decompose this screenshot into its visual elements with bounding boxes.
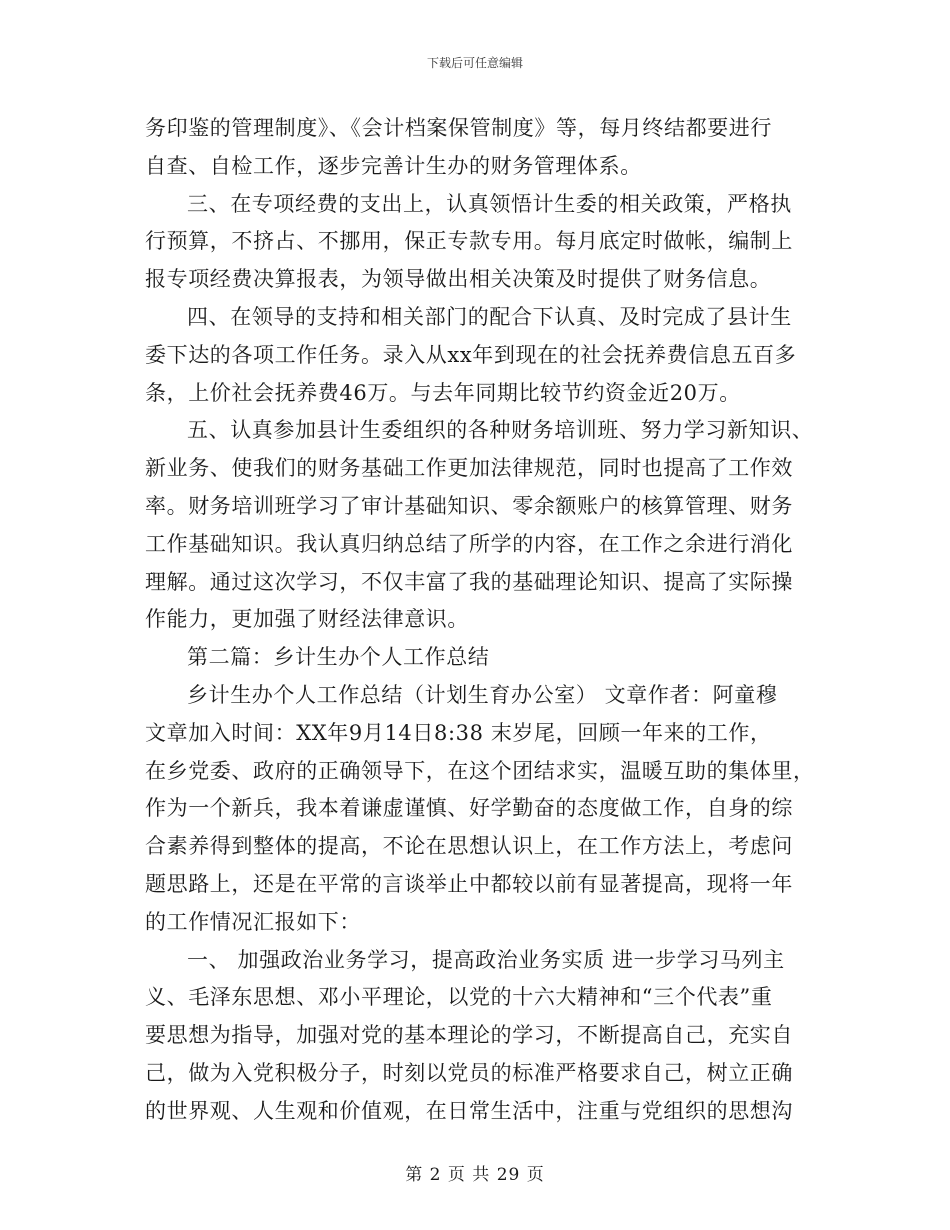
text-line: 的世界观、人生观和价值观，在日常生活中，注重与党组织的思想沟 bbox=[145, 1098, 793, 1123]
text-line: 在乡党委、政府的正确领导下，在这个团结求实，温暖互助的集体里， bbox=[145, 758, 815, 783]
text-line: 第二篇：乡计生办个人工作总结 bbox=[187, 645, 490, 670]
text-line: 作为一个新兵，我本着谦虚谨慎、好学勤奋的态度做工作，自身的综 bbox=[145, 796, 793, 821]
text-line: 行预算，不挤占、不挪用，保正专款专用。每月底定时做帐，编制上 bbox=[145, 229, 793, 254]
text-line: 新业务、使我们的财务基础工作更加法律规范，同时也提高了工作效 bbox=[145, 456, 793, 481]
text-line: 题思路上，还是在平常的言谈举止中都较以前有显著提高，现将一年 bbox=[145, 871, 793, 896]
text-line: 一、 加强政治业务学习，提高政治业务实质 进一步学习马列主 bbox=[187, 947, 785, 972]
text-line: 自查、自检工作，逐步完善计生办的财务管理体系。 bbox=[145, 153, 642, 178]
text-line: 己，做为入党积极分子，时刻以党员的标准严格要求自己，树立正确 bbox=[145, 1060, 793, 1085]
text-line: 务印鉴的管理制度》、《会计档案保管制度》等，每月终结都要进行 bbox=[145, 116, 772, 140]
text-line: 五、认真参加县计生委组织的各种财务培训班、努力学习新知识、 bbox=[187, 418, 814, 443]
text-line: 要思想为指导，加强对党的基本理论的学习，不断提高自己，充实自 bbox=[145, 1023, 793, 1048]
text-line: 四、在领导的支持和相关部门的配合下认真、及时完成了县计生 bbox=[187, 304, 792, 329]
text-line: 条，上价社会抚养费46万。与去年同期比较节约资金近20万。 bbox=[145, 380, 741, 405]
text-line: 的工作情况汇报如下： bbox=[145, 909, 361, 934]
text-line: 文章加入时间：XX年9月14日8:38 末岁尾，回顾一年来的工作， bbox=[145, 720, 772, 745]
text-line: 乡计生办个人工作总结（计划生育办公室） 文章作者：阿童穆 bbox=[187, 682, 778, 707]
header-note: 下载后可任意编辑 bbox=[426, 56, 523, 70]
text-line: 报专项经费决算报表，为领导做出相关决策及时提供了财务信息。 bbox=[145, 267, 772, 292]
text-line: 合素养得到整体的提高，不论在思想认识上，在工作方法上，考虑问 bbox=[145, 834, 793, 859]
page-number: 第 2 页 共 29 页 bbox=[405, 1165, 545, 1185]
text-line: 作能力，更加强了财经法律意识。 bbox=[145, 607, 469, 632]
text-line: 义、毛泽东思想、邓小平理论，以党的十六大精神和“三个代表”重 bbox=[145, 985, 773, 1010]
text-line: 工作基础知识。我认真归纳总结了所学的内容，在工作之余进行消化 bbox=[145, 531, 793, 556]
text-line: 率。财务培训班学习了审计基础知识、零余额账户的核算管理、财务 bbox=[145, 493, 793, 518]
text-line: 理解。通过这次学习，不仅丰富了我的基础理论知识、提高了实际操 bbox=[145, 569, 793, 594]
document-body bbox=[145, 110, 825, 1131]
text-line: 三、在专项经费的支出上，认真领悟计生委的相关政策，严格执 bbox=[187, 191, 792, 216]
text-line: 委下达的各项工作任务。录入从xx年到现在的社会抚养费信息五百多 bbox=[145, 342, 797, 367]
